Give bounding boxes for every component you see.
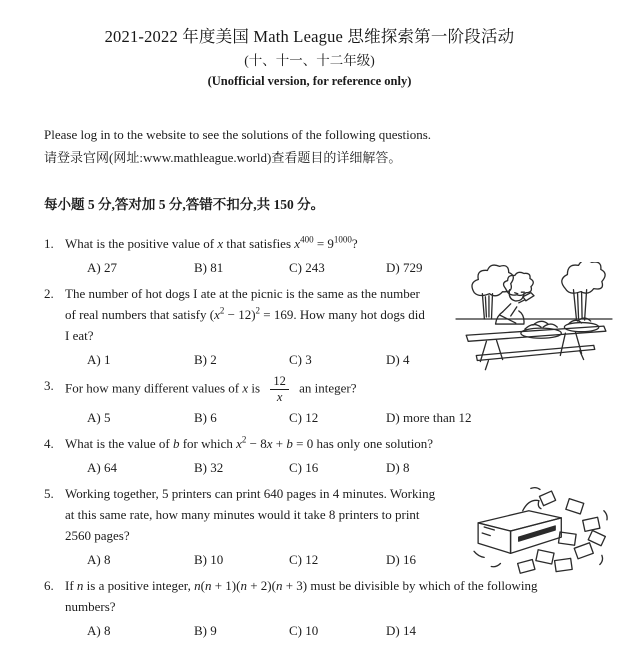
option-c: C) 12 [289, 410, 319, 426]
question-text-line: of real numbers that satisfy $(x^2 - 12)^2 = 169$. How many hot dogs did [65, 305, 425, 322]
option-d: D) 8 [386, 460, 410, 476]
options-row [65, 457, 619, 478]
question-3 [44, 375, 619, 428]
question-text-line: If n is a positive integer, n(n + 1)(n + 2)(n + 3) must be divisible by which of the following [65, 578, 538, 594]
question-number: 4. [44, 436, 54, 452]
option-d: D) 4 [386, 352, 410, 367]
scoring-note: 每小题 5 分,答对加 5 分,答错不扣分,共 150 分。 [44, 197, 325, 212]
fraction [270, 375, 289, 404]
option-b: B) 2 [194, 352, 217, 367]
fraction-numerator: 12 [270, 375, 289, 390]
question-number: 5. [44, 486, 54, 502]
option-a: A) 8 [87, 552, 111, 568]
option-b: B) 81 [194, 260, 224, 275]
option-d: D) 729 [386, 260, 423, 275]
option-c: C) 12 [289, 552, 319, 568]
fraction-denominator: x [276, 390, 283, 405]
option-b: B) 10 [194, 552, 224, 568]
question-6 [44, 575, 619, 641]
option-a: A) 5 [87, 410, 111, 426]
options-row [65, 620, 619, 641]
option-d: D) 16 [386, 552, 416, 568]
question-text-line: 2560 pages? [65, 528, 130, 544]
question-number: 3. [44, 378, 54, 393]
option-d: D) more than 12 [386, 410, 472, 426]
question-4 [44, 433, 619, 478]
question-text-line: at this same rate, how many minutes would it take 8 printers to print [65, 507, 420, 523]
question-text-line: numbers? [65, 599, 116, 615]
question-number: 1. [44, 236, 54, 251]
question-body [65, 375, 619, 428]
option-b: B) 9 [194, 623, 217, 639]
question-number: 6. [44, 578, 54, 594]
option-b: B) 6 [194, 410, 217, 426]
question-text-line: I eat? [65, 328, 94, 343]
question-body [65, 575, 619, 641]
option-a: A) 1 [87, 352, 111, 367]
option-a: A) 8 [87, 623, 111, 639]
option-a: A) 64 [87, 460, 117, 476]
page-title: 2021-2022 年度美国 Math League 思维探索第一阶段活动 [104, 27, 515, 46]
option-c: C) 3 [289, 352, 312, 367]
option-b: B) 32 [194, 460, 224, 476]
option-a: A) 27 [87, 260, 117, 275]
option-d: D) 14 [386, 623, 416, 639]
option-c: C) 10 [289, 623, 319, 639]
question-text-line: What is the value of b for which $x^2 - 8x + b = 0$ has only one solution? [65, 434, 434, 452]
grade-subtitle: (十、十一、十二年级) [244, 53, 375, 68]
option-c: C) 243 [289, 260, 325, 275]
intro-line-en: Please log in to the website to see the solutions of the following questions. [44, 127, 432, 142]
intro-paragraph [44, 123, 619, 169]
question-number: 2. [44, 286, 54, 301]
printer-illustration [470, 480, 612, 579]
page-header [0, 0, 619, 90]
question-text-line: Working together, 5 printers can print 640 pages in 4 minutes. Working [65, 486, 436, 502]
picnic-hot-dogs-cartoon-icon [452, 262, 616, 372]
version-note: (Unofficial version, for reference only) [207, 74, 412, 88]
intro-line-zh: 请登录官网(网址:www.mathleague.world)查看题目的详细解答。 [44, 150, 402, 165]
question-text-line: What is the positive value of x that satisfies $x^{400} = 9^{1000}$? [65, 234, 358, 251]
option-c: C) 16 [289, 460, 319, 476]
question-body [65, 433, 619, 478]
question-text-line: For how many different values of x is $\frac{12}{x}$ an integer? [65, 374, 357, 405]
printer-pages-cartoon-icon [470, 480, 612, 579]
question-text-line: The number of hot dogs I ate at the picnic is the same as the number [65, 286, 420, 301]
picnic-illustration [452, 262, 616, 372]
options-row [65, 407, 619, 428]
